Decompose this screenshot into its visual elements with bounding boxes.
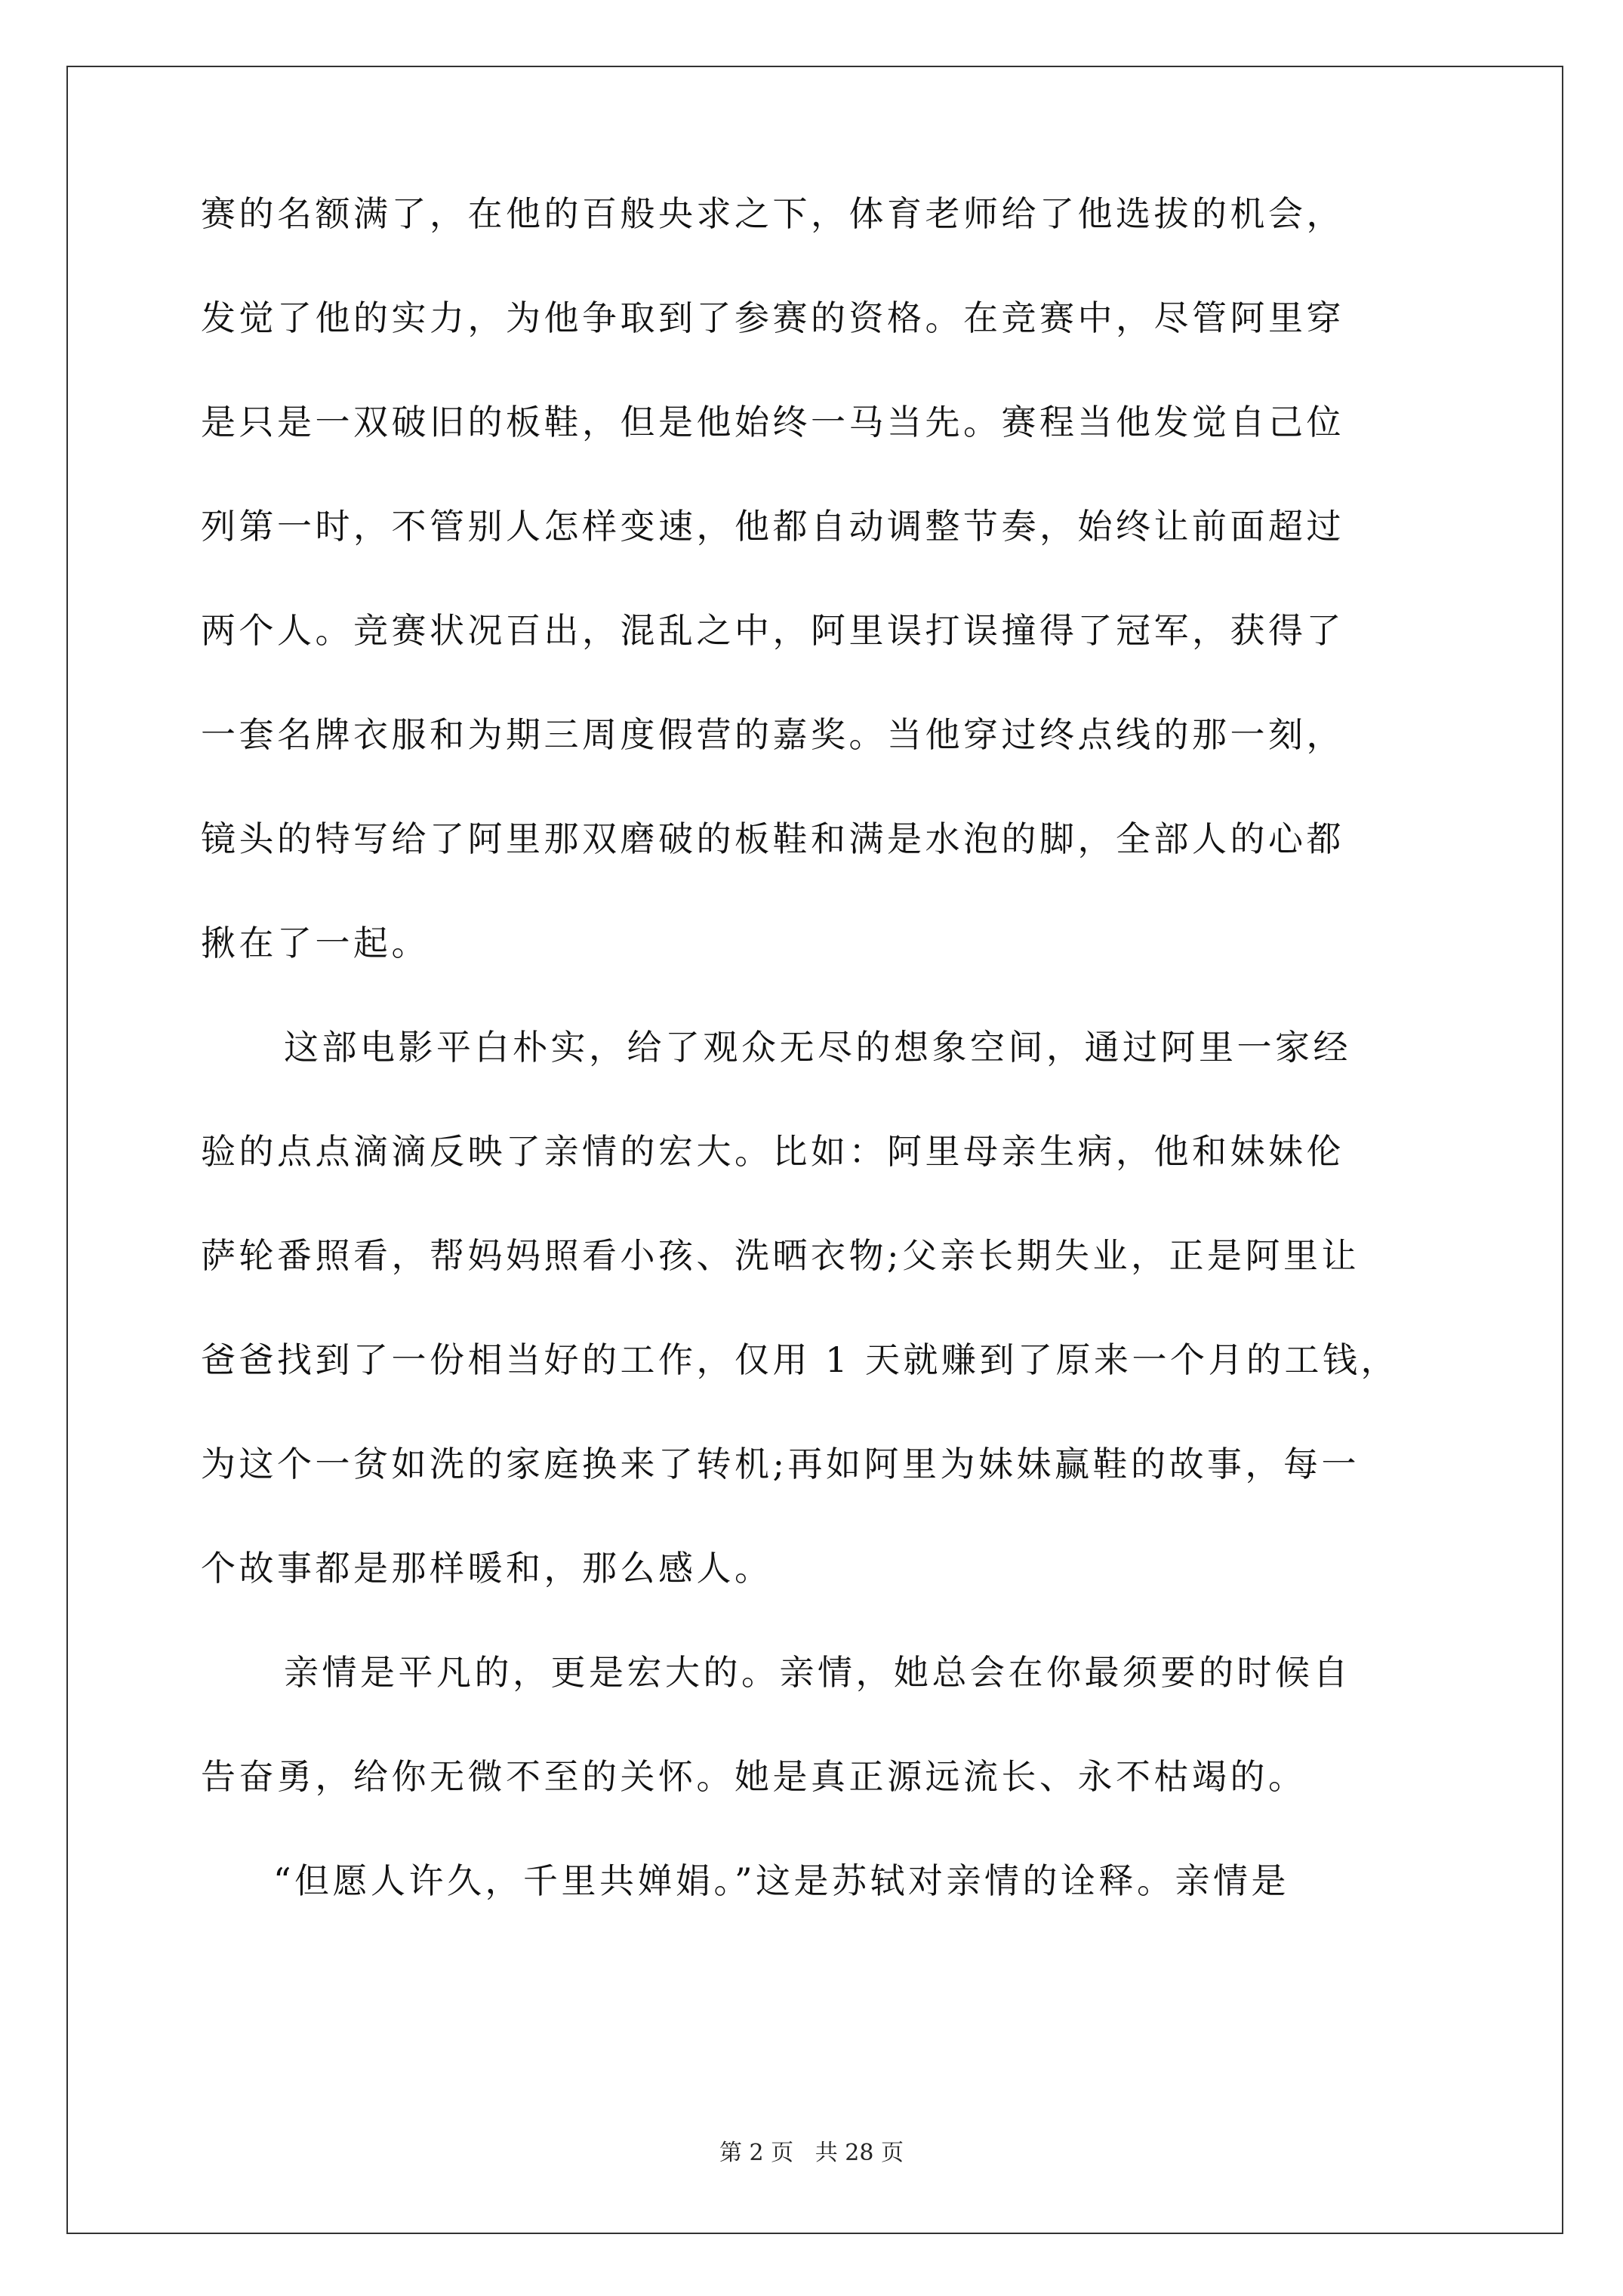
text-line: 两个人。竞赛状况百出，混乱之中，阿里误打误撞得了冠军，获得了	[201, 610, 1344, 651]
paragraph-first-line: 亲情是平凡的，更是宏大的。亲情，她总会在你最须要的时候自	[284, 1652, 1351, 1693]
text-line: 爸爸找到了一份相当好的工作，仅用 1 天就赚到了原来一个月的工钱，	[201, 1339, 1400, 1380]
paragraph-first-line: 这部电影平白朴实，给了观众无尽的想象空间，通过阿里一家经	[284, 1027, 1351, 1068]
paragraph-first-line: “但愿人许久，千里共婵娟。”这是苏轼对亲情的诠释。亲情是	[273, 1860, 1290, 1901]
text-line: 镜头的特写给了阿里那双磨破的板鞋和满是水泡的脚，全部人的心都	[201, 818, 1344, 859]
text-line: 列第一时，不管别人怎样变速，他都自动调整节奏，始终让前面超过	[201, 506, 1344, 547]
text-line: 萨轮番照看，帮妈妈照看小孩、洗晒衣物;父亲长期失业，正是阿里让	[201, 1235, 1360, 1276]
text-line: 告奋勇，给你无微不至的关怀。她是真正源远流长、永不枯竭的。	[201, 1756, 1307, 1797]
text-line: 验的点点滴滴反映了亲情的宏大。比如：阿里母亲生病，他和妹妹伦	[201, 1131, 1344, 1172]
text-line: 赛的名额满了，在他的百般央求之下，体育老师给了他选拔的机会，	[201, 193, 1344, 234]
text-line: 个故事都是那样暖和，那么感人。	[201, 1548, 773, 1589]
page-footer: 第 2 页 共 28 页	[719, 2140, 904, 2166]
text-line: 揪在了一起。	[201, 923, 430, 963]
text-line: 是只是一双破旧的板鞋，但是他始终一马当先。赛程当他发觉自己位	[201, 402, 1344, 442]
text-line: 发觉了他的实力，为他争取到了参赛的资格。在竞赛中，尽管阿里穿	[201, 297, 1344, 338]
text-line: 一套名牌衣服和为期三周度假营的嘉奖。当他穿过终点线的那一刻，	[201, 714, 1344, 755]
text-line: 为这个一贫如洗的家庭换来了转机;再如阿里为妹妹赢鞋的故事，每一	[201, 1444, 1360, 1484]
